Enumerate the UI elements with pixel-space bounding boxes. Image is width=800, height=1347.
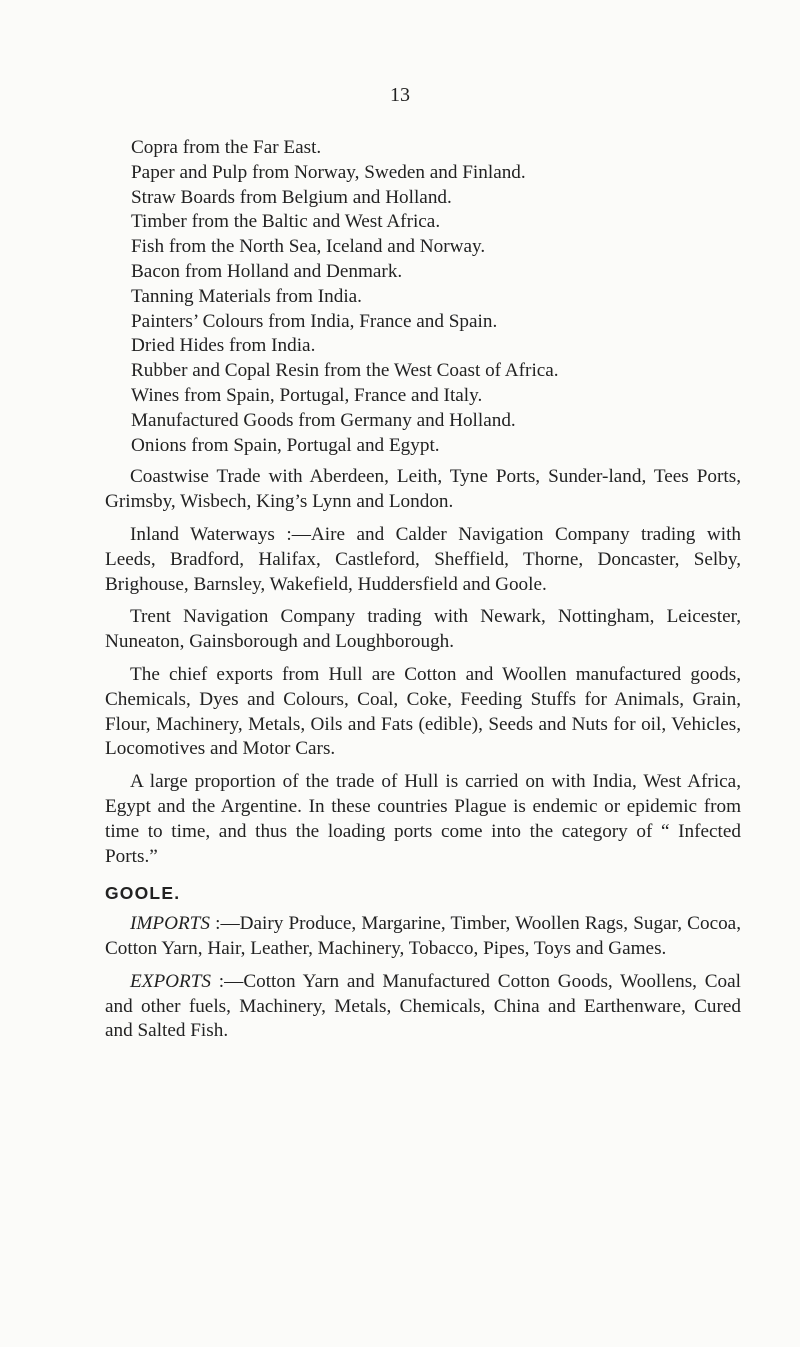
list-item: Wines from Spain, Portugal, France and Italy. bbox=[131, 384, 483, 406]
inland-waterways-paragraph: Inland Waterways :—Aire and Calder Navigation Company trading with Leeds, Bradford, Halifax, Castleford, Sheffield, Thorne, Doncaster, Selby, Brighouse, Barnsley, Wakefield, Huddersfield and Goole. bbox=[105, 523, 741, 595]
imports-label: IMPORTS bbox=[130, 913, 210, 935]
list-item: Onions from Spain, Portugal and Egypt. bbox=[131, 434, 440, 456]
list-item: Tanning Materials from India. bbox=[131, 285, 362, 307]
list-item: Painters’ Colours from India, France and Spain. bbox=[131, 310, 498, 332]
list-item: Paper and Pulp from Norway, Sweden and Finland. bbox=[131, 161, 526, 183]
exports-text: :—Cotton Yarn and Manufactured Cotton Goods, Woollens, Coal and other fuels, Machinery, Metals, Chemicals, China and Earthenware, Cured and Salted Fish. bbox=[105, 970, 741, 1042]
list-item: Manufactured Goods from Germany and Holland. bbox=[131, 409, 516, 431]
list-item: Bacon from Holland and Denmark. bbox=[131, 260, 403, 282]
page-body bbox=[105, 136, 741, 1044]
trade-proportion-paragraph: A large proportion of the trade of Hull is carried on with India, West Africa, Egypt and the Argentine. In these countries Plague is endemic or epidemic from time to time, and thus the loading ports come into the category of “ Infected Ports.” bbox=[105, 771, 741, 867]
goole-exports-paragraph bbox=[105, 970, 741, 1044]
list-item: Copra from the Far East. bbox=[131, 137, 322, 158]
list-item: Rubber and Copal Resin from the West Coast of Africa. bbox=[131, 360, 559, 382]
list-item: Fish from the North Sea, Iceland and Norway. bbox=[131, 236, 486, 258]
page-number: 13 bbox=[390, 84, 410, 106]
list-item: Straw Boards from Belgium and Holland. bbox=[131, 186, 452, 208]
goole-heading: GOOLE. bbox=[105, 883, 181, 904]
list-item: Dried Hides from India. bbox=[131, 335, 316, 357]
hull-exports-paragraph: The chief exports from Hull are Cotton and Woollen manufactured goods, Chemicals, Dyes and Colours, Coal, Coke, Feeding Stuffs for Animals, Grain, Flour, Machinery, Metals, Oils and Fats (edible), Seeds and Nuts for oil, Vehicles, Locomotives and Motor Cars. bbox=[105, 663, 741, 760]
imports-text: :—Dairy Produce, Margarine, Timber, Woollen Rags, Sugar, Cocoa, Cotton Yarn, Hair, Leather, Machinery, Tobacco, Pipes, Toys and Games. bbox=[105, 913, 741, 959]
goole-imports-paragraph bbox=[105, 912, 741, 962]
list-item: Timber from the Baltic and West Africa. bbox=[131, 211, 441, 233]
exports-label: EXPORTS bbox=[130, 970, 212, 992]
imports-list bbox=[105, 136, 741, 458]
trent-navigation-paragraph: Trent Navigation Company trading with Newark, Nottingham, Leicester, Nuneaton, Gainsborough and Loughborough. bbox=[105, 606, 741, 653]
coastwise-paragraph: Coastwise Trade with Aberdeen, Leith, Tyne Ports, Sunder-land, Tees Ports, Grimsby, Wisbech, King’s Lynn and London. bbox=[105, 466, 741, 513]
